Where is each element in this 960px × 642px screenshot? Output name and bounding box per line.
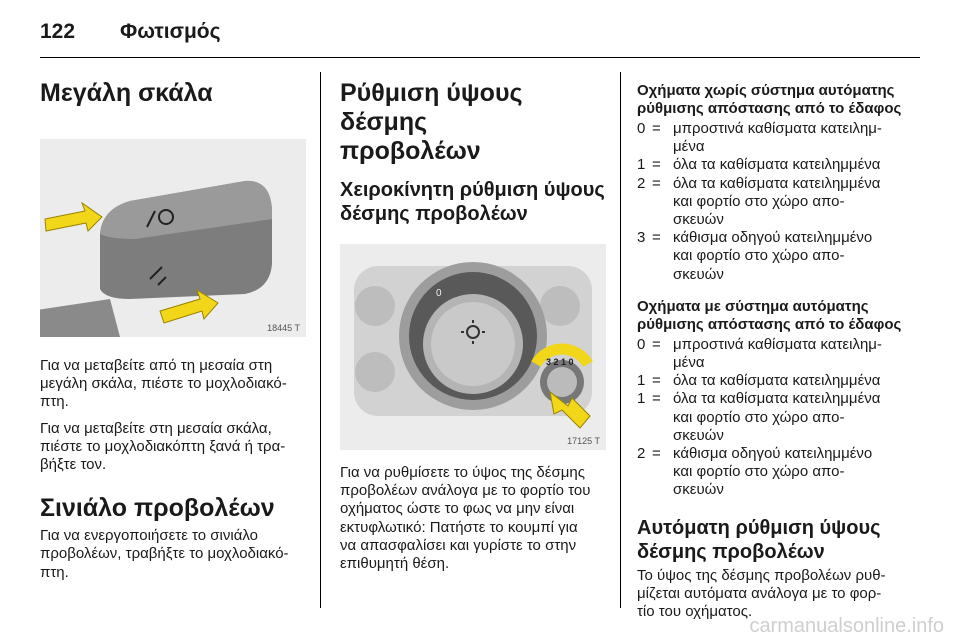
list-line: κάθισμα οδηγού κατειλημμένο [673, 445, 873, 463]
list-key: 1 [637, 372, 646, 390]
list-item [637, 372, 923, 390]
high-beam-text [40, 357, 308, 474]
column-load-settings [637, 82, 923, 621]
light-switch-illustration [340, 244, 606, 450]
text-line: Για να μεταβείτε στη μεσαία σκάλα, [40, 419, 272, 437]
text-line: Για να ενεργοποιήσετε το σινιάλο [40, 527, 258, 545]
list-no-auto [637, 120, 923, 284]
light-switch-figure [340, 244, 606, 450]
column-divider-1 [320, 72, 321, 608]
page-header [40, 14, 920, 50]
manual-text [340, 464, 608, 573]
list-item [637, 120, 923, 156]
list-line: και φορτίο στο χώρο απο- [673, 247, 845, 265]
text-line: Για να μεταβείτε από τη μεσαία στη [40, 357, 273, 374]
text-line: βήξτε τον. [40, 456, 107, 474]
heading-auto-line2: ρύθμισης απόστασης από το έδαφος [637, 315, 902, 333]
list-line: όλα τα καθίσματα κατειλημμένα [673, 390, 881, 408]
list-line: μένα [673, 354, 705, 372]
list-separator: = [652, 174, 661, 192]
list-line: όλα τα καθίσματα κατειλημμένα [673, 372, 881, 390]
list-separator: = [652, 156, 661, 174]
subtitle-line: Χειροκίνητη ρύθμιση ύψους [340, 179, 605, 201]
list-item [637, 445, 923, 500]
list-item [637, 390, 923, 445]
list-separator: = [652, 335, 661, 353]
list-key: 2 [637, 445, 646, 463]
text-line: τίο του οχήματος. [637, 603, 753, 621]
text-line: μεγάλη σκάλα, πιέστε το μοχλοδιακό- [40, 375, 287, 393]
list-key: 0 [637, 335, 646, 353]
heading-no-auto-line2: ρύθμισης απόστασης από το έδαφος [637, 100, 902, 117]
stalk-illustration [40, 139, 306, 337]
list-separator: = [652, 372, 661, 390]
list-item [637, 156, 923, 174]
list-line: όλα τα καθίσματα κατειλημμένα [673, 174, 881, 192]
text-line: προβολέων, τραβήξτε το μοχλοδιακό- [40, 545, 289, 563]
list-line: όλα τα καθίσματα κατειλημμένα [673, 156, 881, 174]
text-line: μίζεται αυτόματα ανάλογα με το φορ- [637, 584, 882, 602]
column-divider-2 [620, 72, 621, 608]
text-line: πτη. [40, 563, 69, 581]
list-line: σκευών [673, 426, 724, 444]
column-high-beam [40, 76, 308, 582]
dial-zero-label: 0 [436, 288, 442, 299]
list-separator: = [652, 390, 661, 408]
beam-height-title-line2: προβολέων [340, 137, 481, 165]
text-line: επιθυμητή θέση. [340, 555, 450, 573]
list-key: 3 [637, 229, 646, 247]
list-separator: = [652, 229, 661, 247]
list-separator: = [652, 120, 661, 137]
beam-height-title-line1: Ρύθμιση ύψους δέσμης [340, 79, 523, 136]
list-line: σκευών [673, 265, 724, 283]
text-line: εκτυφλωτικό: Πατήστε το κουμπί για [340, 518, 578, 536]
page-number: 122 [40, 20, 76, 43]
list-separator: = [652, 445, 661, 463]
text-line: πιέστε το μοχλοδιακόπτη ξανά ή τρα- [40, 437, 286, 455]
auto-title [637, 516, 923, 564]
heading-no-auto-line1: Οχήματα χωρίς σύστημα αυτόματης [637, 82, 895, 99]
list-line: κάθισμα οδηγού κατειλημμένο [673, 229, 873, 247]
column-beam-height [340, 76, 608, 573]
list-key: 0 [637, 120, 646, 137]
list-item [637, 336, 923, 372]
list-line: και φορτίο στο χώρο απο- [673, 192, 845, 210]
text-line: να απασφαλίσει και γυρίστε το στην [340, 536, 577, 554]
flash-title: Σινιάλο προβολέων [40, 494, 275, 523]
text-line: προβολέων ανάλογα με το φορτίο του [340, 482, 591, 500]
figure-code: 18445 T [267, 323, 300, 333]
flash-text [40, 527, 308, 582]
subtitle-line: δέσμης προβολέων [637, 540, 825, 563]
heading-auto-line1: Οχήματα με σύστημα αυτόματης [637, 297, 869, 315]
list-auto [637, 336, 923, 500]
auto-text [637, 567, 923, 622]
list-item [637, 229, 923, 284]
list-key: 1 [637, 390, 646, 408]
figure-code: 17125 T [567, 436, 600, 446]
text-line: Το ύψος της δέσμης προβολέων ρυθ- [637, 566, 886, 584]
high-beam-title: Μεγάλη σκάλα [40, 79, 213, 107]
header-divider [40, 57, 920, 58]
subtitle-line: Αυτόματη ρύθμιση ύψους [637, 516, 881, 539]
text-line: οχήματος ώστε το φως να μην είναι [340, 500, 575, 518]
text-line: πτη. [40, 393, 69, 411]
list-key: 2 [637, 174, 646, 192]
list-line: σκευών [673, 481, 724, 499]
manual-subtitle [340, 178, 608, 226]
list-line: μπροστινά καθίσματα κατειλημ- [673, 335, 882, 353]
knob-digits: 3 2 1 0 [546, 357, 574, 367]
list-line: σκευών [673, 211, 724, 229]
list-line: και φορτίο στο χώρο απο- [673, 408, 845, 426]
list-line: μπροστινά καθίσματα κατειλημ- [673, 120, 882, 137]
text-line: Για να ρυθμίσετε το ύψος της δέσμης [340, 464, 585, 481]
section-title: Φωτισμός [120, 20, 221, 43]
list-item [637, 175, 923, 230]
list-line: και φορτίο στο χώρο απο- [673, 463, 845, 481]
list-line: μένα [673, 138, 705, 156]
list-key: 1 [637, 156, 646, 174]
subtitle-line: δέσμης προβολέων [340, 203, 528, 225]
high-beam-figure [40, 139, 306, 337]
watermark: carmanualsonline.info [749, 615, 944, 637]
